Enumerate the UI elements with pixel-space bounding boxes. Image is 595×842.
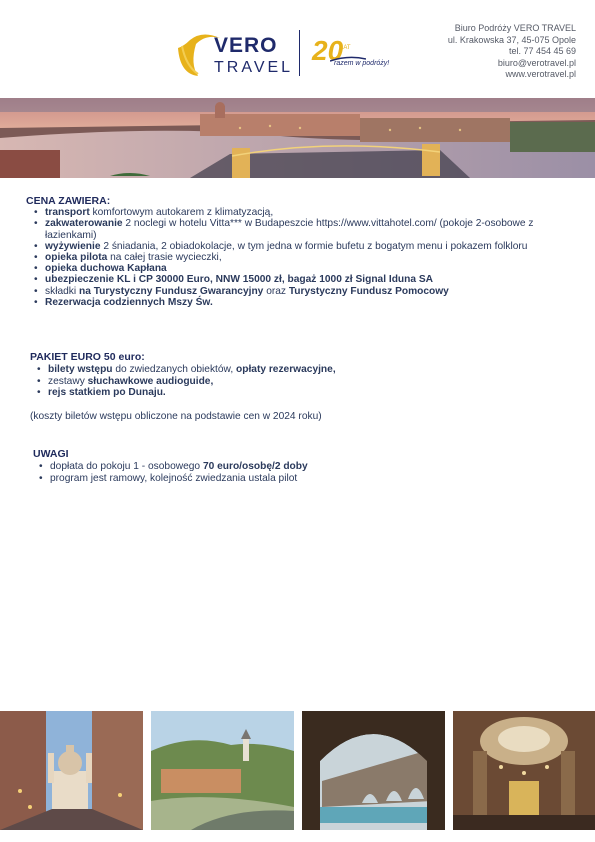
item-bold: bilety wstępu [48, 363, 113, 375]
hillside-town-river-image [151, 711, 294, 830]
list-item [45, 207, 581, 218]
list-item [45, 241, 581, 252]
item-bold: opieka duchowa Kapłana [45, 263, 167, 275]
contact-block [448, 23, 576, 81]
item-bold: Rezerwacja codziennych Mszy Św. [45, 296, 213, 308]
remarks-title: UWAGI [33, 448, 69, 460]
item-text: składki [45, 285, 79, 297]
item-text: program jest ramowy, kolejność zwiedzania ustala pilot [50, 472, 298, 484]
price-includes-section [26, 196, 581, 308]
list-item [45, 263, 581, 274]
list-item [45, 252, 581, 263]
logo-text-vero: VERO [214, 34, 278, 57]
stone-arch-bridge-image [302, 711, 445, 830]
photo-budapest-street [0, 711, 143, 830]
list-item [50, 461, 553, 473]
item-bold: transport [45, 207, 90, 219]
contact-address: ul. Krakowska 37, 45-075 Opole [447, 34, 576, 45]
item-bold: opieka pilota [45, 252, 108, 264]
page-header [0, 0, 595, 98]
vero-travel-logo [176, 30, 296, 80]
budapest-panorama-banner [0, 98, 595, 178]
list-item [45, 218, 581, 240]
list-item [48, 376, 550, 388]
anniversary-badge [312, 35, 402, 74]
anniversary-tagline: razem w podróży! [334, 60, 390, 67]
budapest-street-basilica-image [0, 711, 143, 830]
list-item [45, 274, 581, 285]
contact-company: Biuro Podróży VERO TRAVEL [454, 23, 576, 33]
item-text: do zwiedzanych obiektów, [112, 363, 236, 375]
price-includes-title: CENA ZAWIERA: [26, 195, 111, 207]
header-divider [299, 30, 300, 76]
anniversary-number: 20 [312, 35, 344, 66]
item-bold: zakwaterowanie [45, 218, 123, 230]
item-bold: rejs statkiem po Dunaju. [48, 387, 166, 399]
list-item [50, 473, 553, 485]
ticket-cost-note: (koszty biletów wstępu obliczone na podstawie cen w 2024 roku) [30, 411, 322, 422]
list-item [48, 387, 550, 399]
photo-basilica-interior [453, 711, 595, 830]
list-item [45, 297, 581, 308]
item-bold: opłaty rezerwacyjne, [236, 363, 336, 375]
item-text: na całej trasie wycieczki, [107, 252, 222, 264]
item-text: dopłata do pokoju 1 - osobowego [50, 460, 203, 472]
remarks-section [33, 449, 553, 484]
item-bold: 70 euro/osobę/2 doby [202, 460, 308, 472]
item-bold: na Turystyczny Fundusz Gwarancyjny [78, 285, 264, 297]
item-text: 2 śniadania, 2 obiadokolacje, w tym jedna w formie bufetu z bogatym menu i pokazem folkloru [100, 240, 528, 252]
item-text: 2 noclegi w hotelu Vitta*** w Budapeszcie https://www.vittahotel.com/ (pokoje 2-osobowe z łazienkami) [45, 218, 534, 241]
anniversary-unit: LAT [340, 45, 351, 51]
basilica-interior-dome-image [453, 711, 595, 830]
item-bold: Turystyczny Fundusz Pomocowy [288, 285, 449, 297]
contact-email: biuro@verotravel.pl [497, 57, 576, 68]
contact-phone: tel. 77 454 45 69 [508, 46, 576, 56]
contact-website: www.verotravel.pl [505, 69, 576, 79]
list-item [45, 286, 581, 297]
item-text: komfortowym autokarem z klimatyzacją, [89, 207, 274, 219]
euro-package-title: PAKIET EURO 50 euro: [30, 351, 145, 363]
item-text: zestawy [48, 375, 88, 387]
item-bold: wyżywienie [45, 240, 101, 252]
item-bold: słuchawkowe audioguide, [87, 375, 214, 387]
list-item [48, 364, 550, 376]
photo-stone-bridge [302, 711, 445, 830]
euro-package-section [30, 352, 550, 399]
item-bold: ubezpieczenie KL i CP 30000 Euro, NNW 15000 zł, bagaż 1000 zł Signal Iduna SA [45, 274, 434, 286]
budapest-panorama-image [0, 98, 595, 178]
item-text: oraz [263, 285, 289, 297]
logo-text-travel: TRAVEL [214, 59, 294, 76]
photo-hillside-town [151, 711, 294, 830]
